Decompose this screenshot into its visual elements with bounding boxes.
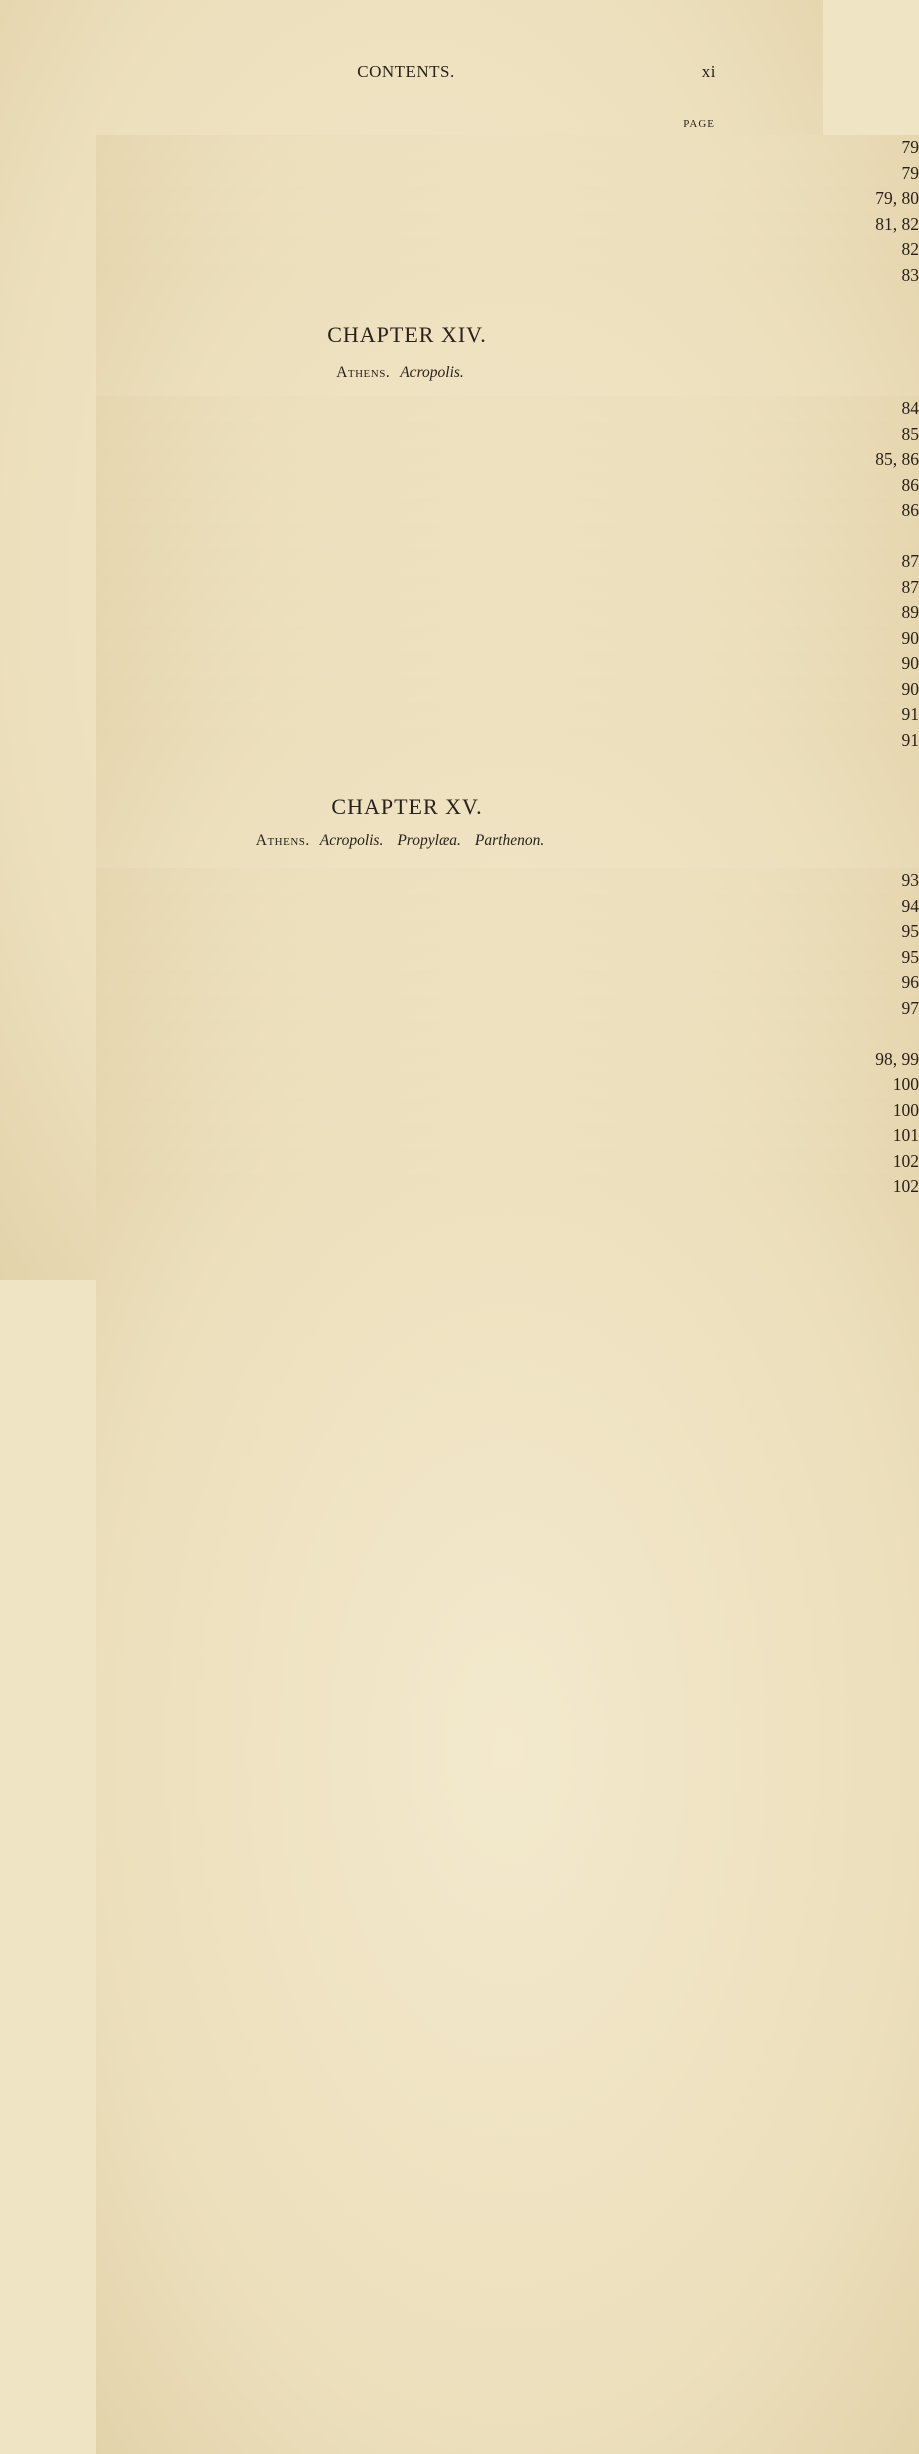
chapter-14-topic: Acropolis. (400, 364, 464, 381)
toc-entry-page: 102 (96, 1174, 919, 2454)
toc-entry (96, 161, 919, 187)
toc-entry-page: 89 (96, 600, 919, 1880)
chapter-14-heading: CHAPTER XIV. (327, 322, 487, 347)
toc-entry (96, 575, 919, 601)
toc-entry (96, 186, 919, 212)
toc-entry (96, 549, 919, 575)
chapter-14-entries (96, 396, 919, 753)
toc-entry (96, 600, 919, 626)
toc-entry-page: 91 (96, 702, 919, 1982)
toc-entry (96, 447, 919, 473)
toc-entry-page: 98, 99 (96, 1047, 919, 2327)
toc-entry (96, 1072, 919, 1098)
toc-entry-page: 90 (96, 677, 919, 1957)
toc-entry (96, 135, 919, 161)
toc-entry (96, 212, 919, 238)
running-head-title: CONTENTS. (357, 62, 455, 81)
toc-entry (96, 237, 919, 263)
toc-entry-page: 100 (96, 1098, 919, 2378)
toc-entry (96, 422, 919, 448)
toc-entry-page: 85 (96, 422, 919, 1702)
running-head-page-number: xi (701, 62, 716, 81)
toc-entry-page: 101 (96, 1123, 919, 2403)
toc-entry-page: 82 (96, 237, 919, 1517)
toc-entry (96, 498, 919, 524)
toc-entry-page: 90 (96, 651, 919, 1931)
toc-entry (96, 868, 919, 894)
chapter-15-topic-2: Propylæa. (397, 832, 461, 849)
toc-section-continued (96, 135, 919, 288)
toc-entry-page: 100 (96, 1072, 919, 2352)
toc-entry (96, 702, 919, 728)
toc-entry-page: 84 (96, 396, 919, 1676)
toc-entry (96, 626, 919, 652)
toc-entry (96, 970, 919, 996)
toc-entry (96, 919, 919, 945)
toc-entry-page: 95 (96, 945, 919, 2225)
toc-entry-page: 79 (96, 135, 919, 1415)
chapter-15-topic-1: Acropolis. (319, 832, 384, 849)
chapter-15-topic-3: Parthenon. (474, 832, 545, 849)
toc-entry-page: 93 (96, 868, 919, 2148)
toc-entry-page: 96 (96, 970, 919, 2250)
toc-entry-page: 81, 82 (96, 212, 919, 1492)
toc-entry-page: 97 (96, 996, 919, 2276)
chapter-14-place: Athens. (336, 364, 391, 381)
chapter-14-subtitle (96, 364, 718, 382)
toc-entry (96, 996, 919, 1022)
toc-entry-page: 94 (96, 894, 919, 2174)
chapter-15-entries (96, 868, 919, 1200)
toc-entry (96, 1149, 919, 1175)
toc-entry-page: 95 (96, 919, 919, 2199)
chapter-15-heading: CHAPTER XV. (331, 794, 483, 819)
chapter-15-subtitle (96, 832, 718, 850)
toc-entry (96, 1021, 718, 1047)
toc-entry (96, 1098, 919, 1124)
toc-entry-page: 83 (96, 263, 919, 1543)
toc-entry (96, 473, 919, 499)
toc-entry-page: 90 (96, 626, 919, 1906)
toc-entry (96, 263, 919, 289)
toc-entry-page: 91 (96, 728, 919, 2008)
toc-entry (96, 1174, 919, 1200)
page-column-label: PAGE (683, 118, 715, 130)
toc-entry-page: 87 (96, 575, 919, 1855)
toc-entry (96, 1047, 919, 1073)
toc-entry-page: 87 (96, 549, 919, 1829)
toc-entry-page: 79 (96, 161, 919, 1441)
toc-entry (96, 524, 718, 550)
toc-entry (96, 396, 919, 422)
toc-entry (96, 1123, 919, 1149)
toc-entry-page: 86 (96, 473, 919, 1753)
running-head (96, 62, 716, 88)
toc-entry-page: 102 (96, 1149, 919, 2429)
toc-entry-page: 85, 86 (96, 447, 919, 1727)
toc-entry (96, 945, 919, 971)
toc-entry (96, 728, 919, 754)
toc-entry (96, 894, 919, 920)
toc-entry (96, 651, 919, 677)
toc-entry-page: 86 (96, 498, 919, 1778)
toc-entry-page: 79, 80 (96, 186, 919, 1466)
chapter-15-place: Athens. (255, 832, 310, 849)
toc-entry (96, 677, 919, 703)
